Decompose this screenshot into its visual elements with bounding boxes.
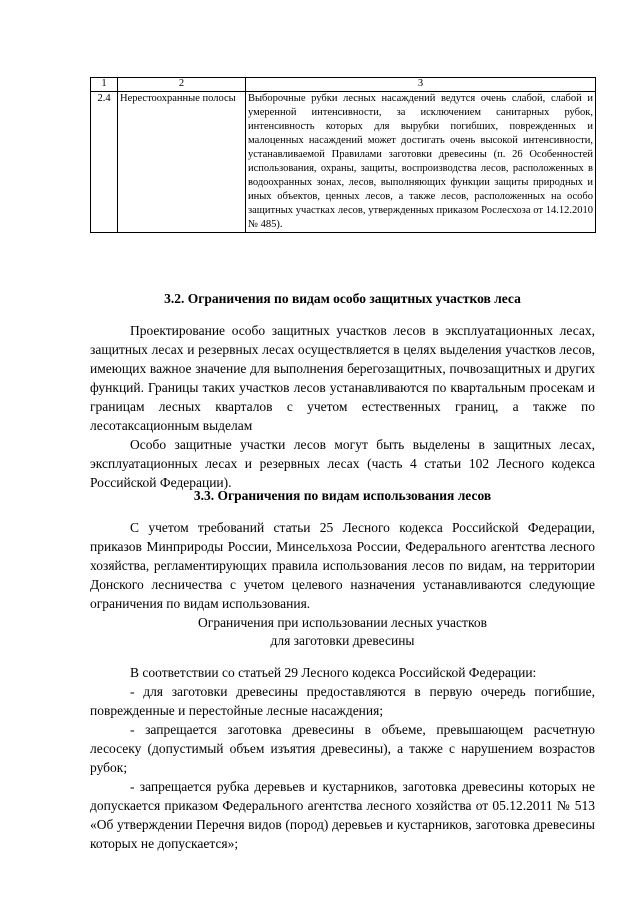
list-item: - запрещается заготовка древесины в объеме, превышающем расчетную лесосеку (допустимый объем изъятия древесины), а также с нарушением возрастов рубок;: [90, 722, 595, 775]
restrictions-table: [90, 77, 596, 233]
table-header-cell: 1: [91, 78, 118, 92]
subsection-title-line-2: для заготовки древесины: [270, 633, 415, 648]
list-item: - запрещается рубка деревьев и кустарников, заготовка древесины которых не допускается приказом Федерального агентства лесного хозяйства от 05.12.2011 № 513 «Об утверждении Перечня видов (пород) деревьев и кустарников, заготовка древесины которых не допускается»;: [90, 779, 595, 851]
row-number: 2.4: [91, 92, 118, 233]
row-name: Нерестоохранные полосы: [118, 92, 246, 233]
subsection-title: [90, 614, 595, 650]
section-3-2-paragraph-2: Особо защитные участки лесов могут быть выделены в защитных лесах, эксплуатационных лесах и резервных лесах (часть 4 статьи 102 Лесного кодекса Российской Федерации).: [90, 437, 595, 490]
table-row: [91, 92, 596, 233]
table-header-cell: 3: [246, 78, 596, 92]
row-description: Выборочные рубки лесных насаждений ведутся очень слабой, слабой и умеренной интенсивности, за исключением санитарных рубок, интенсивность которых для вырубки погибших, поврежденных и малоценных насаждений может достигать очень высокой интенсивности, устанавливаемой Правилами заготовки древесины (п. 26 Особенностей использования, охраны, защиты, воспроизводства лесов, расположенных в водоохранных зонах, лесов, выполняющих функции защиты природных и иных объектов, ценных лесов, а также лесов, расположенных на особо защитных участках лесов, утвержденных приказом Рослесхоза от 14.12.2010 № 485).: [246, 92, 596, 233]
table-header-cell: 2: [118, 78, 246, 92]
subsection-body: [90, 663, 595, 853]
section-3-3-title: 3.3. Ограничения по видам использования лесов: [193, 488, 492, 503]
section-3-2-title: 3.2. Ограничения по видам особо защитных участков леса: [164, 291, 521, 306]
list-item: - для заготовки древесины предоставляются в первую очередь погибшие, поврежденные и перестойные лесные насаждения;: [90, 684, 595, 718]
subsection-intro: В соответствии со статьей 29 Лесного кодекса Российской Федерации:: [130, 665, 537, 680]
subsection-title-line-1: Ограничения при использовании лесных участков: [198, 615, 487, 630]
section-3-3-paragraph-1: С учетом требований статьи 25 Лесного кодекса Российской Федерации, приказов Минприроды России, Минсельхоза России, Федерального агентства лесного хозяйства, регламентирующих правила использования лесов по видам, на территории Донского лесничества с учетом целевого назначения устанавливаются следующие ограничения по видам использования.: [90, 520, 595, 611]
table-header-row: [91, 78, 596, 92]
section-3-2-body: [90, 321, 595, 492]
section-3-3-body: [90, 518, 595, 613]
section-3-2-paragraph-1: Проектирование особо защитных участков лесов в эксплуатационных лесах, защитных лесах и резервных лесах осуществляется в целях выделения участков лесов, имеющих важное значение для выполнения берегозащитных, почвозащитных и других функций. Границы таких участков лесов устанавливаются по квартальным просекам и границам лесных кварталов с учетом естественных границ, а также по лесотаксационным выделам: [90, 323, 595, 433]
